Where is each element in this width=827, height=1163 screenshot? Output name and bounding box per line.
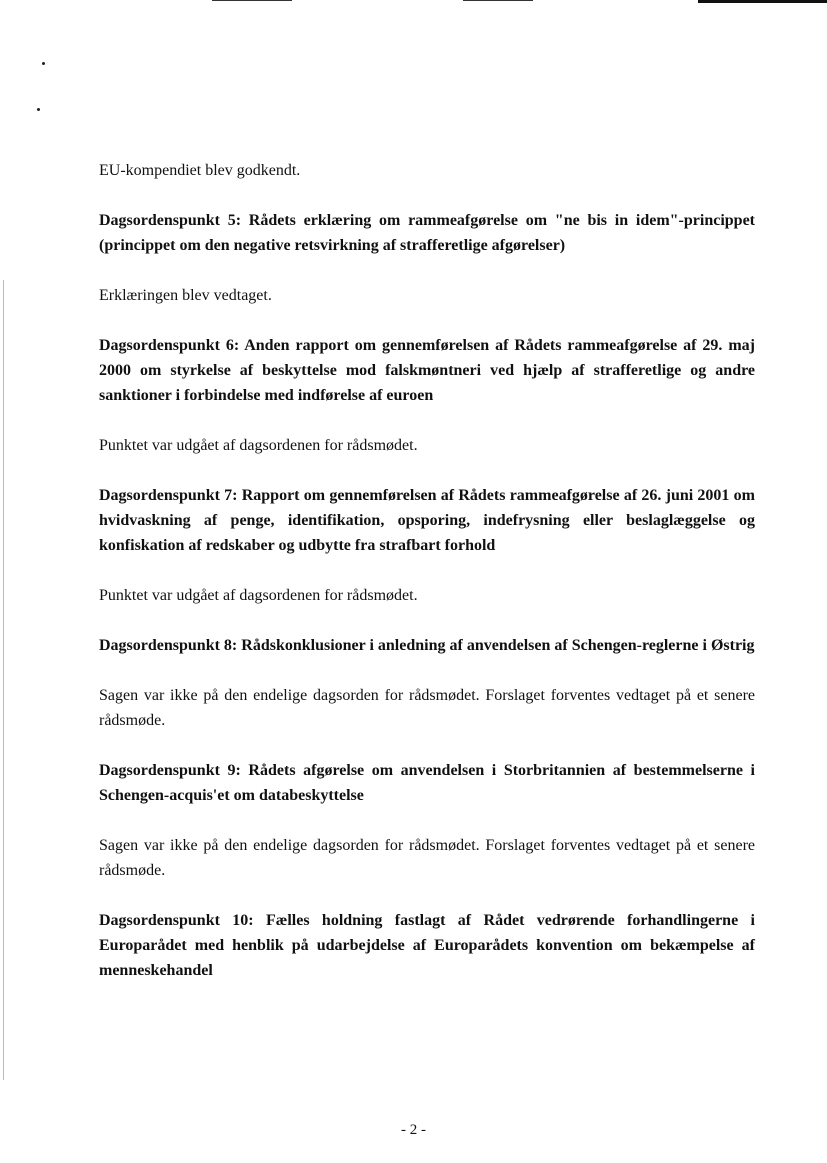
scan-speck — [42, 62, 45, 65]
agenda-item-7-result: Punktet var udgået af dagsordenen for rådsmødet. — [99, 587, 418, 604]
scan-artifact-line — [698, 0, 827, 3]
page-number: - 2 - — [401, 1122, 426, 1138]
agenda-item-6-result: Punktet var udgået af dagsordenen for rådsmødet. — [99, 437, 418, 454]
scan-artifact-line — [212, 0, 292, 1]
agenda-item-9-heading: Dagsordenspunkt 9: Rådets afgørelse om anvendelsen i Storbritannien af bestemmelserne i Schengen-acquis'et om databeskyttelse — [99, 762, 755, 804]
document-body — [99, 158, 755, 983]
agenda-item-8-result: Sagen var ikke på den endelige dagsorden for rådsmødet. Forslaget forventes vedtaget på et senere rådsmøde. — [99, 687, 755, 729]
agenda-item-10-heading: Dagsordenspunkt 10: Fælles holdning fastlagt af Rådet vedrørende forhandlingerne i Europarådet med henblik på udarbejdelse af Europarådets konvention om bekæmpelse af menneskehandel — [99, 912, 755, 979]
scan-left-edge — [3, 280, 4, 1080]
agenda-item-6-heading: Dagsordenspunkt 6: Anden rapport om gennemførelsen af Rådets rammeafgørelse af 29. maj 2000 om styrkelse af beskyttelse mod falskmøntneri ved hjælp af strafferetlige og andre sanktioner i forbindelse med indførelse af euroen — [99, 337, 755, 404]
paragraph-eu-kompendiet: EU-kompendiet blev godkendt. — [99, 162, 301, 179]
agenda-item-9-result: Sagen var ikke på den endelige dagsorden for rådsmødet. Forslaget forventes vedtaget på et senere rådsmøde. — [99, 837, 755, 879]
agenda-item-5-heading: Dagsordenspunkt 5: Rådets erklæring om rammeafgørelse om "ne bis in idem"-princippet (princippet om den negative retsvirkning af strafferetlige afgørelser) — [99, 212, 755, 254]
agenda-item-8-heading: Dagsordenspunkt 8: Rådskonklusioner i anledning af anvendelsen af Schengen-reglerne i Østrig — [99, 637, 755, 654]
agenda-item-7-heading: Dagsordenspunkt 7: Rapport om gennemførelsen af Rådets rammeafgørelse af 26. juni 2001 om hvidvaskning af penge, identifikation, opsporing, indefrysning eller beslaglæggelse og konfiskation af redskaber og udbytte fra strafbart forhold — [99, 487, 755, 554]
scan-speck — [37, 108, 40, 111]
agenda-item-5-result: Erklæringen blev vedtaget. — [99, 287, 272, 304]
scan-artifact-line — [463, 0, 533, 1]
